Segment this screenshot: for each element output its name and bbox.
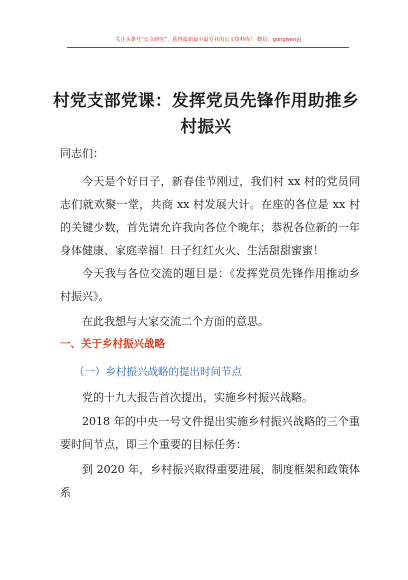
- paragraph-report: 党的十九大报告首次提出，实施乡村振兴战略。: [82, 391, 313, 404]
- greeting: 同志们：: [60, 147, 104, 160]
- paragraph-topic: 今天我与各位交流的题目是：《发挥党员先锋作用推动乡村振兴》。: [60, 267, 360, 303]
- banner-text: 关注头条号“公文研究”，获得最新最全最专业的公文资料库！ 微信：gongwenyj: [115, 37, 301, 43]
- subsection-heading: （一）乡村振兴战略的提出时间节点: [74, 366, 242, 378]
- header-banner: [67, 34, 349, 48]
- paragraph-2020: 到 2020 年，乡村振兴取得重要进展，制度框架和政策体系: [60, 463, 360, 499]
- section-heading: 一、关于乡村振兴战略: [60, 338, 165, 350]
- paragraph-document: 2018 年的中央一号文件提出实施乡村振兴战略的三个重要时间节点，即三个重要的目标任务：: [60, 415, 360, 451]
- document-title: 村党支部党课：发挥党员先锋作用助推乡村振兴: [53, 91, 359, 136]
- paragraph-opening: 今天是个好日子，新春佳节刚过，我们村 xx 村的党员同志们就欢聚一堂，共商 xx 村发展大计。在座的各位是 xx 村的关键少数，首先请允许我向各位个晚年；恭祝各位新的一年身体健康、家庭幸福！日子红红火火、生活甜甜蜜蜜！: [60, 175, 360, 257]
- paragraph-intro: 在此我想与大家交流二个方面的意思。: [82, 315, 269, 328]
